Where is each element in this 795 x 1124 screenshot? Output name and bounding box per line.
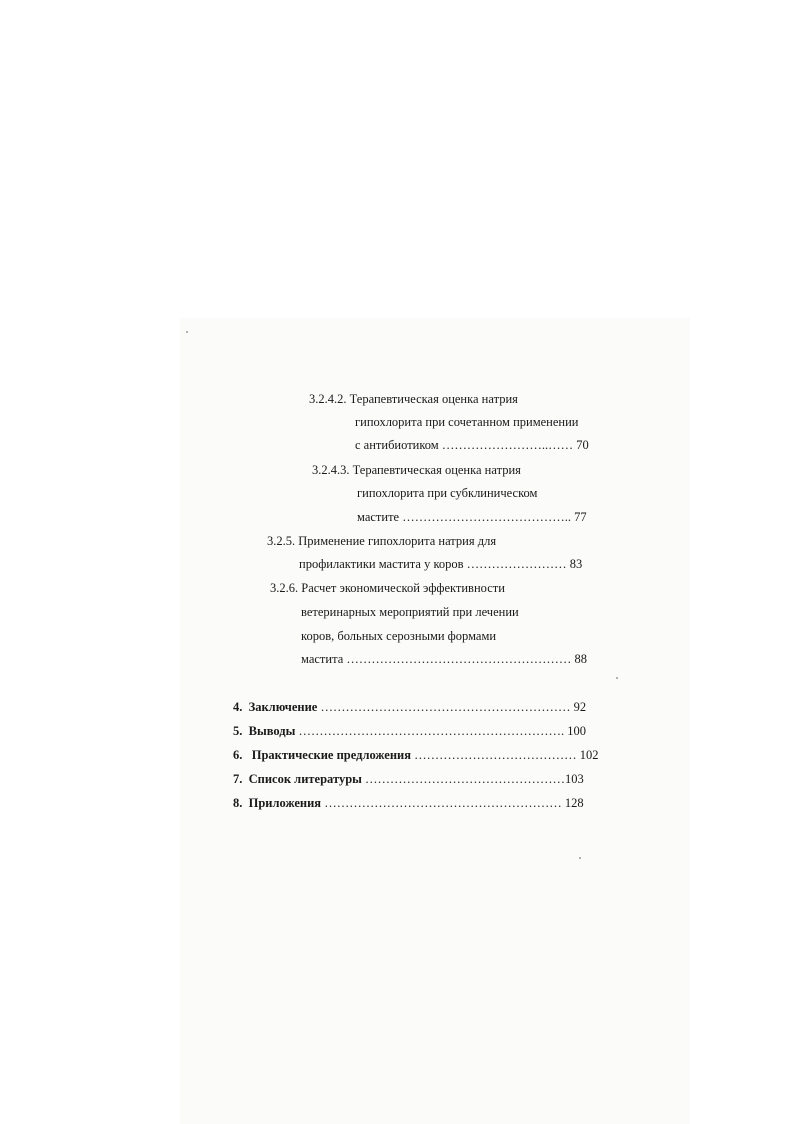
chapter-number: 5. xyxy=(233,724,243,738)
toc-entry-3242-line3: с антибиотиком ……………………..…… 70 xyxy=(355,438,589,452)
chapter-title: Практические предложения xyxy=(251,748,412,762)
toc-entry-326-line1: 3.2.6. Расчет экономической эффективности xyxy=(270,581,505,595)
scan-speck xyxy=(186,331,188,333)
toc-chapter-4 xyxy=(233,699,586,715)
toc-entry-326-line2: ветеринарных мероприятий при лечении xyxy=(301,605,519,619)
toc-chapter-8 xyxy=(233,795,584,811)
toc-entry-3242-line2: гипохлорита при сочетанном применении xyxy=(355,415,579,429)
toc-chapter-7 xyxy=(233,771,584,787)
toc-chapter-5 xyxy=(233,723,586,739)
scan-speck xyxy=(579,857,581,859)
chapter-number: 8. xyxy=(233,796,243,810)
chapter-number: 7. xyxy=(233,772,243,786)
toc-entry-325-line2: профилактики мастита у коров …………………… 83 xyxy=(299,557,583,571)
toc-entry-3243-line3: мастите ………………………………….. 77 xyxy=(357,510,587,524)
chapter-number: 4. xyxy=(233,700,243,714)
toc-entry-3243-line2: гипохлорита при субклиническом xyxy=(357,486,538,500)
chapter-title: Приложения xyxy=(248,796,322,810)
leader-and-page: ………………………………………………………. 100 xyxy=(298,724,586,738)
chapter-number: 6. xyxy=(233,748,243,762)
toc-entry-3242-line1: 3.2.4.2. Терапевтическая оценка натрия xyxy=(309,392,518,406)
chapter-title: Список литературы xyxy=(248,772,362,786)
scan-speck xyxy=(616,677,618,679)
chapter-title: Выводы xyxy=(248,724,296,738)
chapter-title: Заключение xyxy=(248,700,318,714)
leader-and-page: …………………………………………103 xyxy=(365,772,584,786)
toc-entry-325-line1: 3.2.5. Применение гипохлорита натрия для xyxy=(267,534,497,548)
toc-chapter-6 xyxy=(233,747,599,763)
leader-and-page: …………………………………………………… 92 xyxy=(320,700,587,714)
toc-entry-326-line4: мастита ……………………………………………… 88 xyxy=(301,652,587,666)
leader-and-page: ………………………………… 102 xyxy=(414,748,599,762)
leader-and-page: ………………………………………………… 128 xyxy=(324,796,584,810)
toc-entry-326-line3: коров, больных серозными формами xyxy=(301,629,497,643)
toc-entry-3243-line1: 3.2.4.3. Терапевтическая оценка натрия xyxy=(312,463,521,477)
